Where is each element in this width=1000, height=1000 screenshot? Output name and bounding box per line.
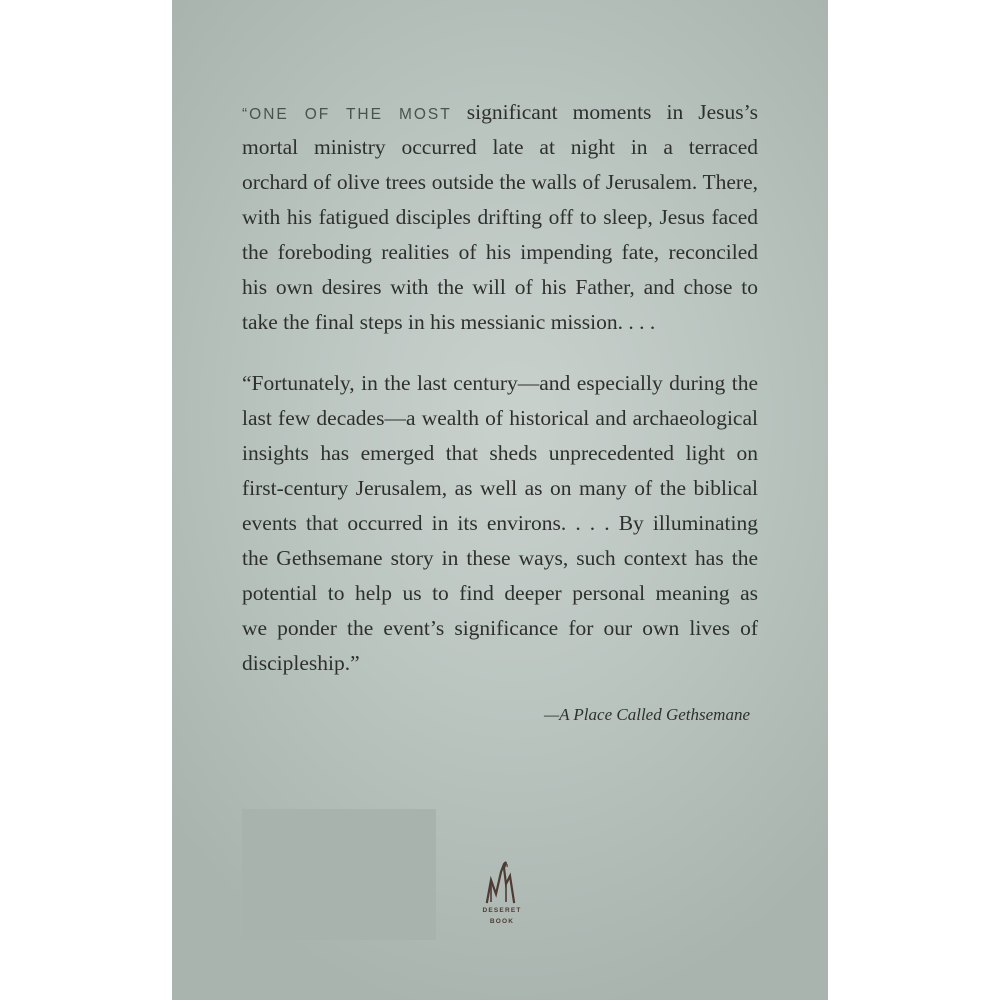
quote-line: last few decades—a wealth of historical and archaeological	[242, 406, 758, 430]
quote-line: with his fatigued disciples drifting off to sleep, Jesus faced	[242, 205, 758, 229]
quote-line: “Fortunately, in the last century—and especially during the	[242, 371, 758, 395]
publisher-logo	[457, 860, 547, 940]
quote-line: the foreboding realities of his impending fate, reconciled	[242, 240, 758, 264]
quote-line: take the final steps in his messianic mission. . . .	[242, 310, 656, 334]
quote-line: potential to help us to find deeper personal meaning as	[242, 581, 758, 605]
publisher-name-line1: DESERET	[482, 907, 522, 914]
quote-paragraph-1	[242, 95, 758, 340]
quote-line: discipleship.”	[242, 651, 360, 675]
quote-line: we ponder the event’s significance for our own lives of	[242, 616, 758, 640]
quote-line: events that occurred in its environs. . . . By illuminating	[242, 511, 758, 535]
barcode-placeholder	[242, 809, 436, 940]
quote-paragraph-2	[242, 366, 758, 681]
quote-line: the Gethsemane story in these ways, such context has the	[242, 546, 758, 570]
quote-lead-caps: “ONE OF THE MOST	[242, 106, 452, 123]
quote-line: orchard of olive trees outside the walls of Jerusalem. There,	[242, 170, 758, 194]
quote-line: mortal ministry occurred late at night in a terraced	[242, 135, 758, 159]
quote-line: “ONE OF THE MOST significant moments in Jesus’s	[242, 100, 758, 124]
publisher-name-line2: BOOK	[489, 918, 515, 925]
deseret-book-logo-icon	[484, 860, 520, 904]
back-cover	[172, 0, 828, 1000]
attribution: —A Place Called Gethsemane	[543, 705, 750, 724]
quote-line: first-century Jerusalem, as well as on many of the biblical	[242, 476, 758, 500]
quote-line: his own desires with the will of his Father, and chose to	[242, 275, 758, 299]
quote-line: insights has emerged that sheds unprecedented light on	[242, 441, 758, 465]
